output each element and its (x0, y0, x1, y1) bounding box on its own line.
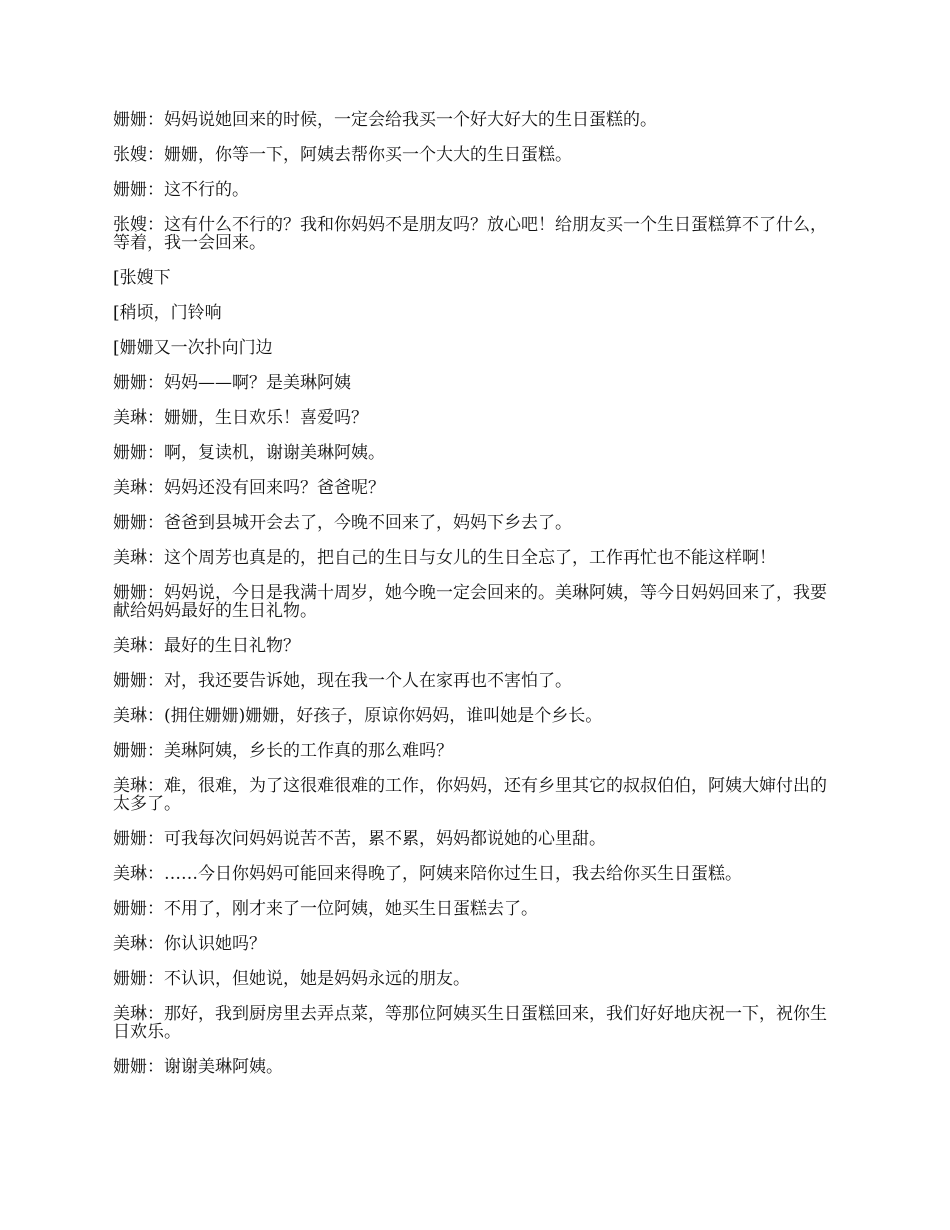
dialogue-line: 姗姗：不用了，刚才来了一位阿姨，她买生日蛋糕去了。 (113, 899, 538, 919)
stage-direction: [姗姗又一次扑向门边 (113, 338, 273, 358)
stage-direction: [张嫂下 (113, 268, 171, 288)
dialogue-line: 美琳：妈妈还没有回来吗？爸爸呢？ (113, 478, 385, 498)
dialogue-line: 美琳：你认识她吗？ (113, 934, 266, 954)
dialogue-line: 姗姗：妈妈说，今日是我满十周岁，她今晚一定会回来的。美琳阿姨，等今日妈妈回来了，我要献给妈妈最好的生日礼物。 (113, 583, 827, 621)
dialogue-line: 美琳：最好的生日礼物？ (113, 636, 300, 656)
dialogue-line: 姗姗：爸爸到县城开会去了，今晚不回来了，妈妈下乡去了。 (113, 513, 572, 533)
dialogue-line: 姗姗：谢谢美琳阿姨。 (113, 1057, 283, 1077)
dialogue-line: 美琳：难，很难，为了这很难很难的工作，你妈妈，还有乡里其它的叔叔伯伯，阿姨大婶付出的太多了。 (113, 776, 827, 814)
dialogue-line: 美琳：那好，我到厨房里去弄点菜，等那位阿姨买生日蛋糕回来，我们好好地庆祝一下，祝你生日欢乐。 (113, 1004, 827, 1042)
dialogue-line: 姗姗：可我每次问妈妈说苦不苦，累不累，妈妈都说她的心里甜。 (113, 829, 606, 849)
dialogue-line: 姗姗：妈妈说她回来的时候，一定会给我买一个好大好大的生日蛋糕的。 (113, 110, 657, 130)
dialogue-line: 美琳：……今日你妈妈可能回来得晚了，阿姨来陪你过生日，我去给你买生日蛋糕。 (113, 864, 742, 884)
dialogue-line: 美琳：姗姗，生日欢乐！喜爱吗？ (113, 408, 368, 428)
dialogue-line: 姗姗：啊，复读机，谢谢美琳阿姨。 (113, 443, 385, 463)
dialogue-line: 张嫂：这有什么不行的？我和你妈妈不是朋友吗？放心吧！给朋友买一个生日蛋糕算不了什么，等着，我一会回来。 (113, 215, 827, 253)
dialogue-line: 姗姗：这不行的。 (113, 180, 249, 200)
dialogue-line: 姗姗：不认识，但她说，她是妈妈永远的朋友。 (113, 969, 470, 989)
dialogue-line: 姗姗：对，我还要告诉她，现在我一个人在家再也不害怕了。 (113, 671, 572, 691)
dialogue-line: 姗姗：妈妈——啊？是美琳阿姨 (113, 373, 351, 393)
dialogue-line: 美琳：(拥住姗姗)姗姗，好孩子，原谅你妈妈，谁叫她是个乡长。 (113, 706, 603, 726)
dialogue-line: 张嫂：姗姗，你等一下，阿姨去帮你买一个大大的生日蛋糕。 (113, 145, 572, 165)
dialogue-line: 美琳：这个周芳也真是的，把自己的生日与女儿的生日全忘了，工作再忙也不能这样啊！ (113, 548, 776, 568)
dialogue-line: 姗姗：美琳阿姨，乡长的工作真的那么难吗？ (113, 741, 453, 761)
stage-direction: [稍顷，门铃响 (113, 303, 222, 323)
